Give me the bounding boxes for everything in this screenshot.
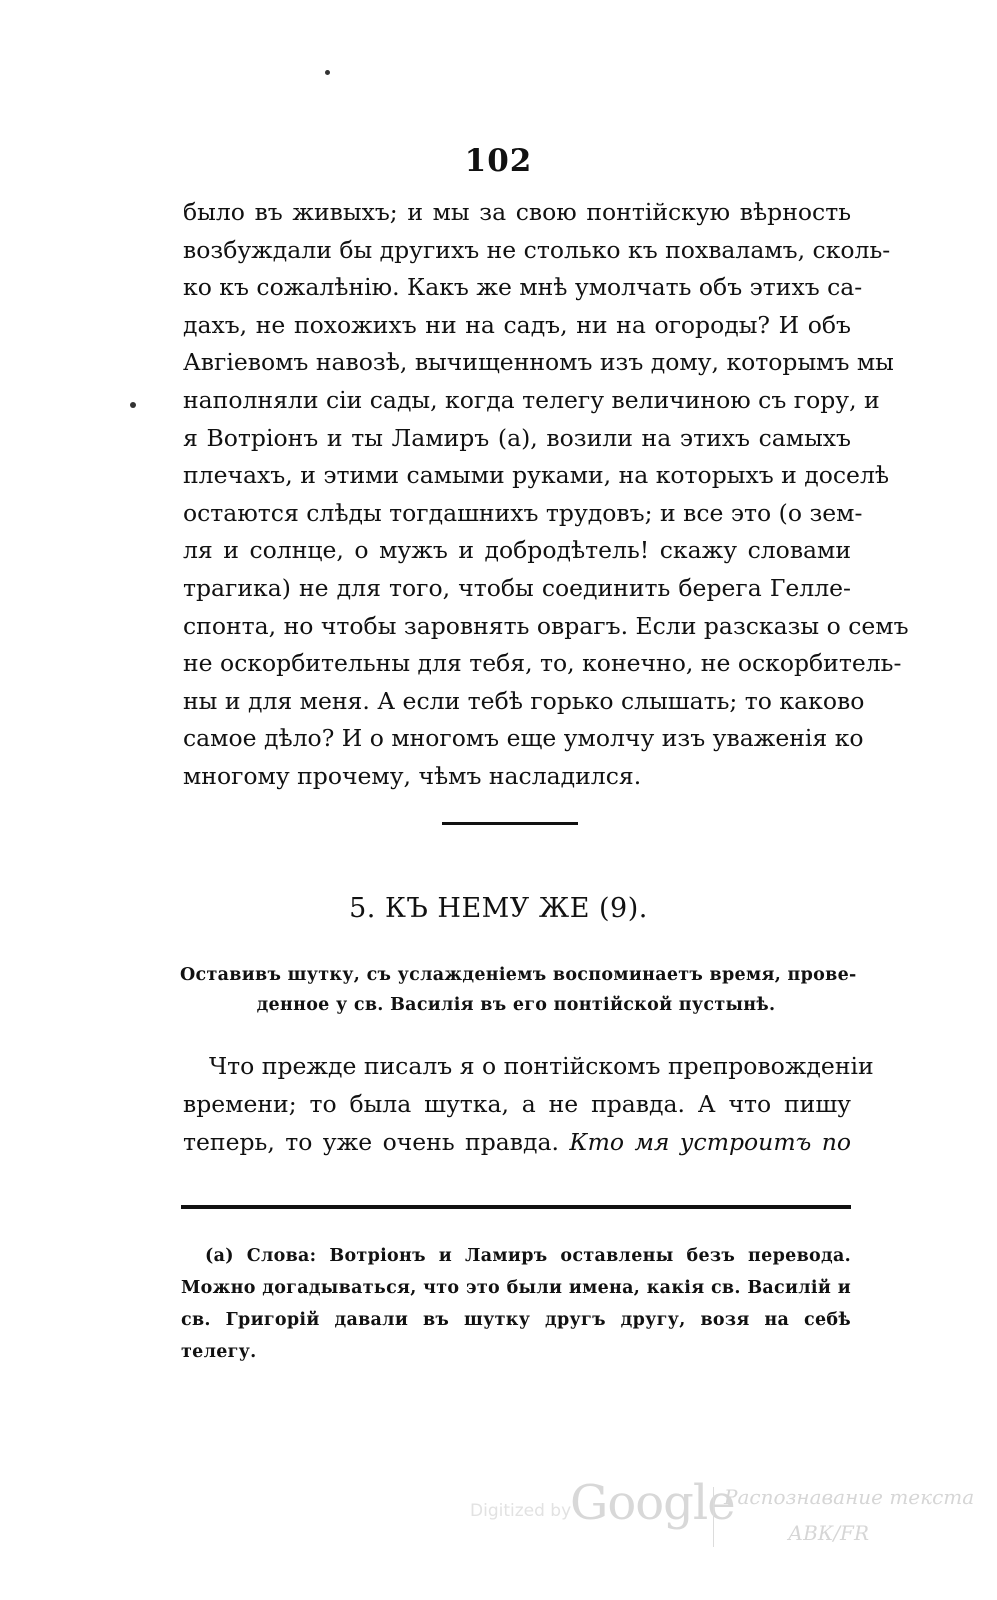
text-line: было въ живыхъ; и мы за свою понтійскую вѣрность: [183, 198, 851, 226]
text-line: я Вотріонъ и ты Ламиръ (а), возили на этихъ самыхъ: [183, 423, 851, 452]
watermark: [470, 1465, 975, 1545]
ink-speck: [130, 402, 136, 408]
footnote-divider: [181, 1205, 851, 1209]
text-line: Что прежде писалъ я о понтійскомъ препровожденіи: [209, 1052, 874, 1080]
summary-line: денное у св. Василія въ его понтійской пустынѣ.: [256, 995, 776, 1015]
text-line: многому прочему, чѣмъ насладился.: [183, 761, 642, 790]
text-segment: теперь, то уже очень правда.: [183, 1128, 559, 1156]
text-line: самое дѣло? И о многомъ еще умолчу изъ уваженія ко: [183, 724, 864, 753]
text-line: ля и солнце, о мужъ и добродѣтель! скажу словами: [183, 536, 851, 565]
section-divider: [442, 822, 578, 825]
text-line: спонта, но чтобы заровнять оврагъ. Если разсказы о семъ: [183, 611, 909, 640]
italic-phrase: Кто мя устроитъ по: [569, 1128, 851, 1156]
section-body: [183, 1047, 874, 1161]
footnote: [181, 1240, 851, 1368]
section-title: 5. КЪ НЕМУ ЖЕ (9).: [349, 893, 648, 924]
text-line: дахъ, не похожихъ ни на садъ, ни на огороды? И объ: [183, 310, 851, 339]
footnote-line: (а) Слова: Вотріонъ и Ламиръ оставлены безъ перевода.: [205, 1246, 851, 1266]
text-line: Авгіевомъ навозѣ, вычищенномъ изъ дому, которымъ мы: [183, 348, 894, 377]
watermark-ocr-signature: АВК/FR: [788, 1521, 869, 1545]
text-line: времени; то была шутка, а не правда. А что пишу: [183, 1090, 851, 1118]
section-summary: [180, 960, 857, 1020]
text-line: остаются слѣды тогдашнихъ трудовъ; и все это (о зем-: [183, 498, 863, 527]
watermark-google-logo: Google: [570, 1475, 735, 1531]
text-line: ны и для меня. А если тебѣ горько слышать; то каково: [183, 686, 865, 715]
watermark-separator: [713, 1487, 714, 1547]
text-line: возбуждали бы другихъ не столько къ похваламъ, сколь-: [183, 235, 891, 264]
text-line: наполняли сіи сады, когда телегу величиною съ гору, и: [183, 385, 880, 414]
footnote-line: телегу.: [181, 1342, 257, 1362]
watermark-digitized-text: Digitized by: [470, 1501, 572, 1521]
main-text: [183, 194, 909, 796]
footnote-line: Можно догадываться, что это были имена, какія св. Василій и: [181, 1278, 851, 1298]
summary-line: Оставивъ шутку, съ услажденіемъ воспоминаетъ время, прове-: [180, 965, 857, 985]
text-line: ко къ сожалѣнію. Какъ же мнѣ умолчать объ этихъ са-: [183, 273, 863, 302]
text-line: плечахъ, и этими самыми руками, на которыхъ и доселѣ: [183, 461, 890, 490]
ink-speck: [325, 70, 330, 75]
text-line: не оскорбительны для тебя, то, конечно, не оскорбитель-: [183, 649, 902, 678]
watermark-ocr-text: Распознавание текста: [724, 1485, 975, 1509]
text-line: [183, 1123, 851, 1161]
page-number: 102: [464, 143, 533, 179]
text-line: трагика) не для того, чтобы соединить берега Гелле-: [183, 573, 851, 602]
footnote-line: св. Григорій давали въ шутку другъ другу, возя на себѣ: [181, 1310, 851, 1330]
